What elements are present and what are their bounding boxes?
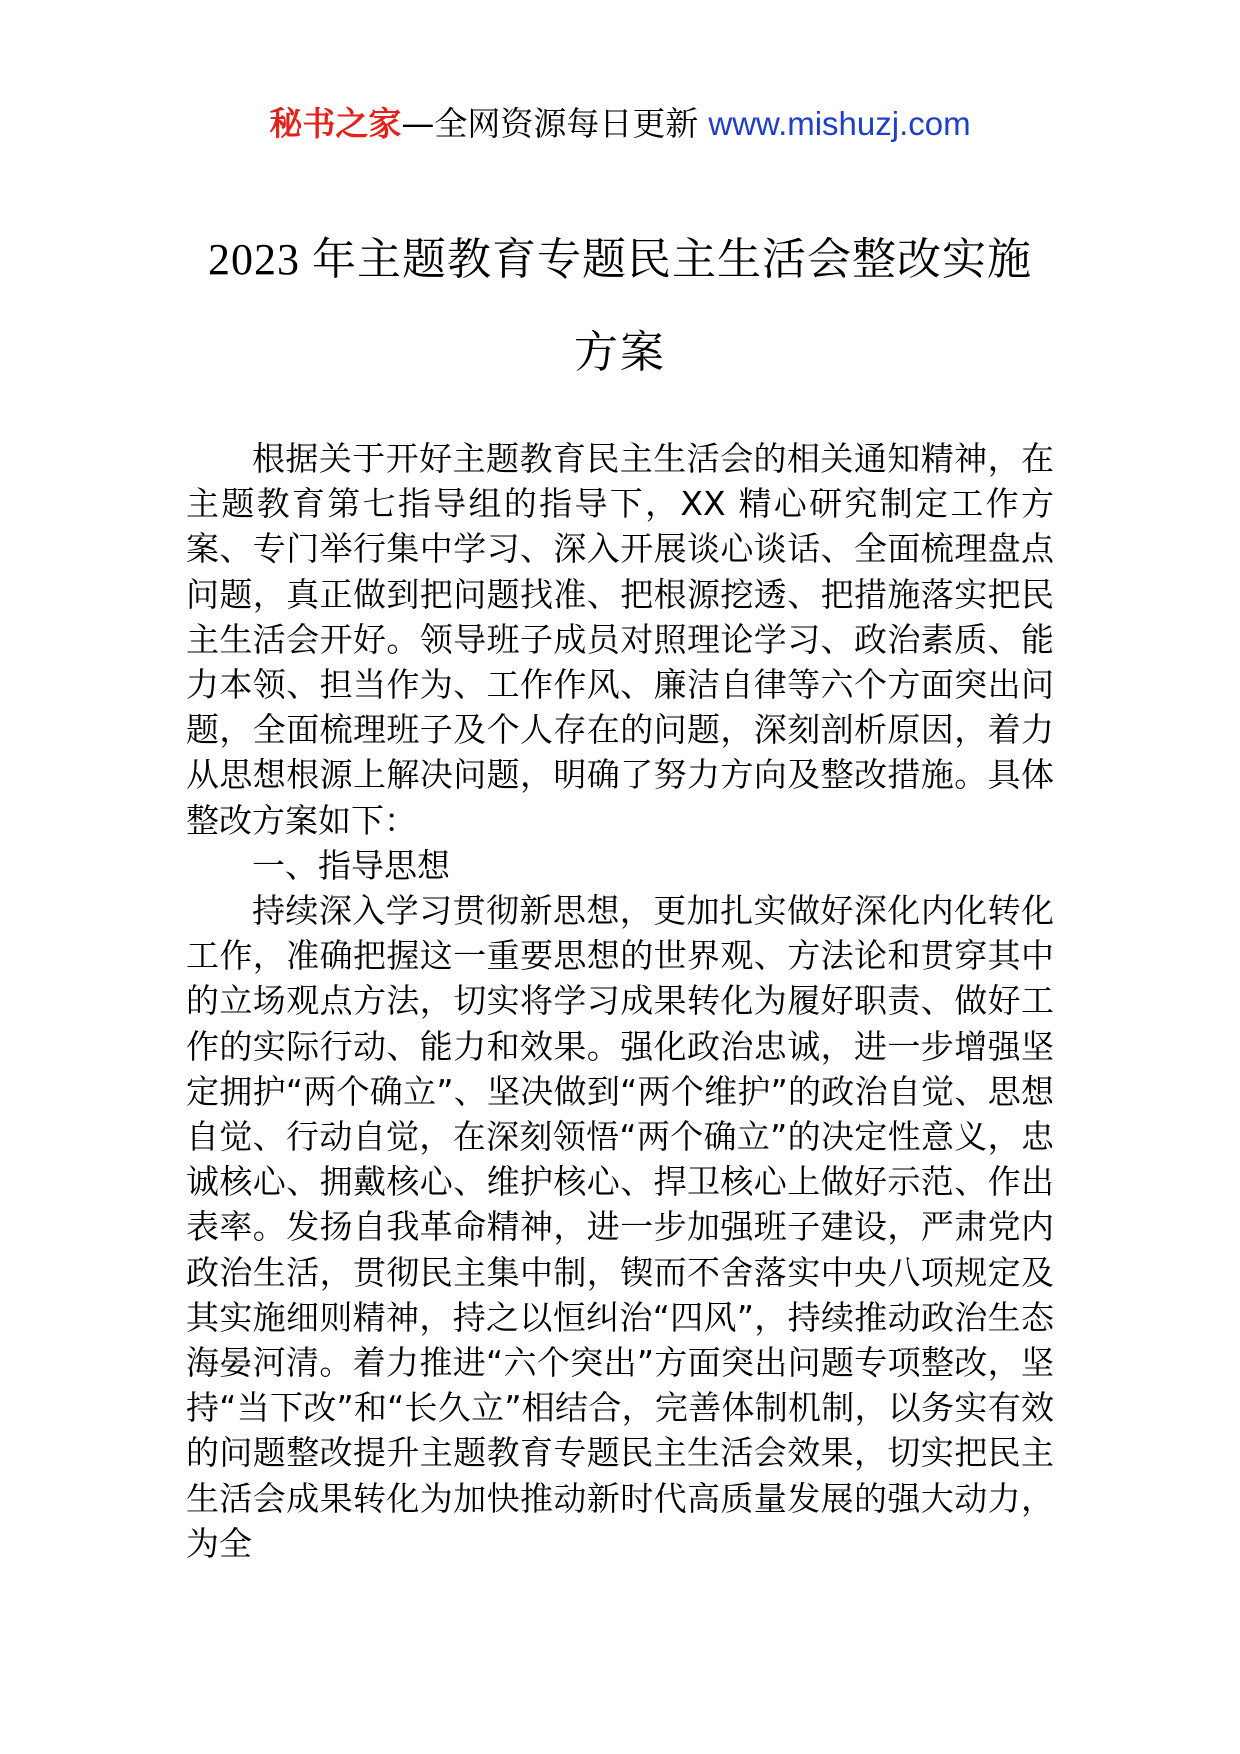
body-paragraph-guiding-thought: 持续深入学习贯彻新思想，更加扎实做好深化内化转化工作，准确把握这一重要思想的世界观、方法论和贯穿其中的立场观点方法，切实将学习成果转化为履好职责、做好工作的实际行动、能力和效果。强化政治忠诚，进一步增强坚定拥护“两个确立”、坚决做到“两个维护”的政治自觉、思想自觉、行动自觉，在深刻领悟“两个确立”的决定性意义，忠诚核心、拥戴核心、维护核心、捍卫核心上做好示范、作出表率。发扬自我革命精神，进一步加强班子建设，严肃党内政治生活，贯彻民主集中制，锲而不舍落实中央八项规定及其实施细则精神，持之以恒纠治“四风”，持续推动政治生态海晏河清。着力推进“六个突出”方面突出问题专项整改，坚持“当下改”和“长久立”相结合，完善体制机制，以务实有效的问题整改提升主题教育专题民主生活会效果，切实把民主生活会成果转化为加快推动新时代高质量发展的强大动力，为全: [186, 891, 1054, 1563]
body-paragraph-intro: 根据关于开好主题教育民主生活会的相关通知精神，在主题教育第七指导组的指导下，XX 精心研究制定工作方案、专门举行集中学习、深入开展谈心谈话、全面梳理盘点问题，真正做到把问题找准、把根源挖透、把措施落实把民主生活会开好。领导班子成员对照理论学习、政治素质、能力本领、担当作为、工作作风、廉洁自律等六个方面突出问题，全面梳理班子及个人存在的问题，深刻剖析原因，着力从思想根源上解决问题，明确了努力方向及整改措施。具体整改方案如下：: [186, 439, 1054, 840]
site-header: [0, 100, 1240, 148]
site-tagline: —全网资源每日更新: [401, 104, 699, 143]
site-url[interactable]: www.mishuzj.com: [708, 105, 971, 142]
document-body: [186, 436, 1054, 1566]
document-title-line-1: 2023 年主题教育专题民主生活会整改实施: [208, 235, 1032, 284]
section-heading-guiding-thought: 一、指导思想: [252, 845, 450, 885]
document-title-line-2: 方案: [574, 327, 666, 378]
site-brand: 秘书之家: [269, 104, 402, 143]
